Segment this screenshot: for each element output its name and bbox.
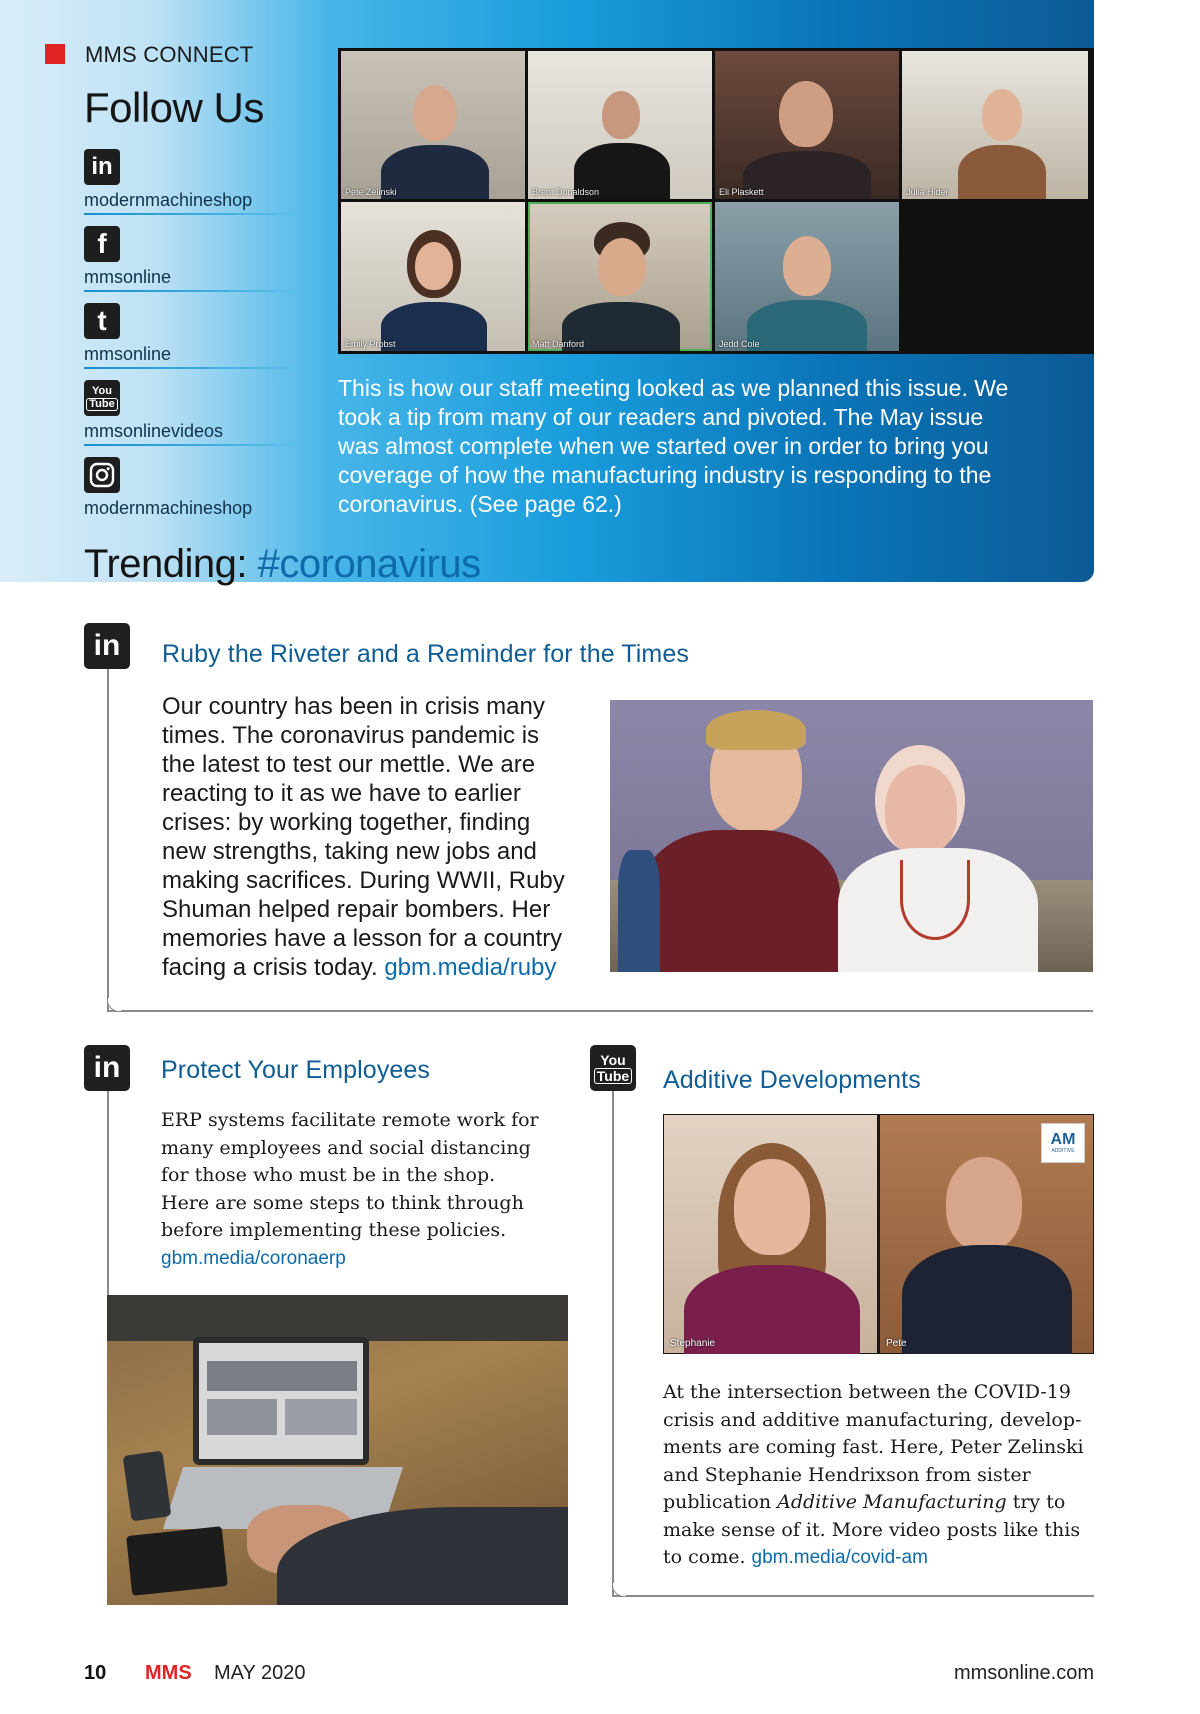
section-label: MMS CONNECT	[85, 42, 254, 67]
woman-necklace	[900, 860, 970, 940]
article-link[interactable]: gbm.media/coronaerp	[161, 1247, 346, 1269]
participant-head	[413, 85, 457, 141]
participant-body	[747, 300, 867, 351]
participant-head	[602, 91, 640, 139]
participant-head	[415, 242, 453, 290]
follow-us-title: Follow Us	[84, 84, 264, 131]
article-link[interactable]: gbm.media/ruby	[384, 954, 557, 981]
notebook	[126, 1526, 228, 1596]
participant-figure	[715, 51, 899, 199]
social-youtube[interactable]	[84, 380, 296, 440]
photo-background	[107, 1295, 568, 1341]
article-body-protect	[161, 1107, 541, 1272]
article-body-ruby	[162, 692, 572, 982]
am-logo	[1041, 1123, 1085, 1163]
social-instagram[interactable]	[84, 457, 296, 517]
pete-head	[946, 1157, 1022, 1251]
participant-tile	[715, 51, 899, 199]
card-border-bottom	[612, 1595, 1094, 1597]
video-name: Stephanie	[670, 1338, 716, 1349]
instagram-icon[interactable]	[84, 457, 120, 493]
stephanie-head	[734, 1159, 810, 1255]
woman-head	[885, 765, 957, 855]
participant-figure	[715, 202, 899, 351]
participant-body	[381, 145, 489, 199]
article-title-ruby[interactable]: Ruby the Riveter and a Reminder for the Times	[162, 640, 689, 668]
participant-figure	[528, 202, 712, 351]
social-handle[interactable]: modernmachineshop	[84, 498, 253, 518]
trending-heading	[84, 542, 481, 587]
social-linkedin[interactable]	[84, 149, 296, 209]
page-number: 10	[84, 1662, 107, 1684]
am-logo-mark: AM	[1050, 1131, 1076, 1148]
additive-video-still[interactable]	[663, 1114, 1094, 1354]
laptop-photo	[107, 1295, 568, 1605]
participant-head	[598, 238, 646, 296]
social-facebook[interactable]	[84, 226, 296, 286]
social-handle[interactable]: mmsonlinevideos	[84, 421, 224, 441]
linkedin-icon[interactable]: in	[84, 623, 130, 669]
participant-figure	[341, 51, 525, 199]
divider	[84, 367, 296, 369]
youtube-icon-bottom: Tube	[594, 1068, 632, 1084]
participant-figure	[341, 202, 525, 351]
participant-body	[958, 145, 1046, 199]
youtube-icon[interactable]	[590, 1045, 636, 1091]
divider	[84, 444, 296, 446]
trending-label: Trending:	[84, 542, 247, 586]
phone	[123, 1451, 172, 1522]
twitter-icon[interactable]: t	[84, 303, 120, 339]
participant-tile	[902, 51, 1088, 199]
social-handle[interactable]: mmsonline	[84, 344, 172, 364]
article-link[interactable]: gbm.media/covid-am	[751, 1547, 928, 1568]
card-border-left	[107, 669, 109, 1010]
participant-head	[982, 89, 1022, 141]
divider	[84, 290, 296, 292]
participant-name: Eli Plaskett	[719, 187, 764, 197]
article-title-protect[interactable]: Protect Your Employees	[161, 1056, 431, 1084]
article-text: ERP systems facilitate remote work for many employees and social distancing for those who must be in the shop. Here are some steps to think through before implementing these policies.	[161, 1109, 539, 1241]
participant-tile	[341, 202, 525, 351]
am-logo-word: ADDITIVE	[1051, 1148, 1075, 1154]
participant-body	[381, 302, 487, 351]
participant-name: Jedd Cole	[719, 339, 760, 349]
article-text: At the intersection between the COVID-19 crisis and additive manufacturing, develop-ments are coming fast. Here, Peter Zelinski and Stephanie Hendrixson from sister publication	[663, 1381, 1084, 1513]
participant-tile	[341, 51, 525, 199]
man-hair	[706, 710, 806, 750]
participant-name: Brent Donaldson	[532, 187, 600, 197]
article-text: Our country has been in crisis many times. The coronavirus pandemic is the latest to test our mettle. We are reacting to it as we have to earlier crises: by working together, finding new strengths, taking new jobs and making sacrifices. During WWII, Ruby Shuman helped repair bombers. Her memories have a lesson for a country facing a crisis today.	[162, 693, 565, 981]
section-marker	[45, 44, 65, 64]
youtube-icon-top: You	[92, 384, 112, 397]
publication-name: Additive Manufacturing	[777, 1491, 1007, 1513]
man-sleeve	[618, 850, 660, 972]
social-handle[interactable]: mmsonline	[84, 267, 172, 287]
footer-website[interactable]: mmsonline.com	[953, 1662, 1094, 1684]
participant-tile	[715, 202, 899, 351]
social-handle[interactable]: modernmachineshop	[84, 190, 253, 210]
participant-tile	[528, 51, 712, 199]
youtube-icon-top: You	[600, 1051, 626, 1068]
video-tile	[664, 1115, 877, 1353]
card-border-bottom	[107, 1010, 1093, 1012]
video-tile	[880, 1115, 1093, 1353]
participant-name: Julia Hider	[906, 187, 949, 197]
ruby-photo	[610, 700, 1093, 972]
participant-tile-active	[528, 202, 712, 351]
linkedin-icon[interactable]: in	[84, 149, 120, 185]
article-text: try to make sense of it. More video posts like this to come.	[663, 1491, 1081, 1568]
participant-figure	[528, 51, 712, 199]
youtube-icon-bottom: Tube	[86, 398, 117, 411]
linkedin-icon[interactable]: in	[84, 1045, 130, 1091]
issue-date: MAY 2020	[214, 1662, 306, 1684]
screen-image	[207, 1361, 357, 1391]
screen-image	[285, 1399, 357, 1435]
social-twitter[interactable]	[84, 303, 296, 363]
participant-head	[783, 236, 831, 296]
article-body-additive	[663, 1379, 1099, 1572]
laptop-screen	[193, 1337, 369, 1465]
participant-name: Pete Zelinski	[345, 187, 397, 197]
article-title-additive[interactable]: Additive Developments	[663, 1066, 921, 1094]
meeting-caption: This is how our staff meeting looked as we planned this issue. We took a tip from many of our readers and pivoted. The May issue was almost complete when we started over in order to bring you coverage of how the manufacturing industry is responding to the coronavirus. (See page 62.)	[338, 375, 1009, 517]
participant-name: Emily Probst	[345, 339, 396, 349]
participant-figure	[902, 51, 1088, 199]
screen-image	[207, 1399, 277, 1435]
pete-sweater	[902, 1245, 1072, 1354]
footer-brand: MMS	[145, 1662, 192, 1684]
staff-meeting-photo	[338, 48, 1094, 354]
facebook-icon[interactable]: f	[84, 226, 120, 262]
video-name: Pete	[886, 1338, 907, 1349]
participant-name: Matt Danford	[532, 339, 585, 349]
youtube-icon[interactable]	[84, 380, 120, 416]
man-vest	[640, 830, 840, 972]
card-border-left	[612, 1091, 614, 1595]
trending-tag[interactable]: #coronavirus	[257, 542, 481, 586]
divider	[84, 213, 296, 215]
participant-head	[779, 81, 833, 147]
